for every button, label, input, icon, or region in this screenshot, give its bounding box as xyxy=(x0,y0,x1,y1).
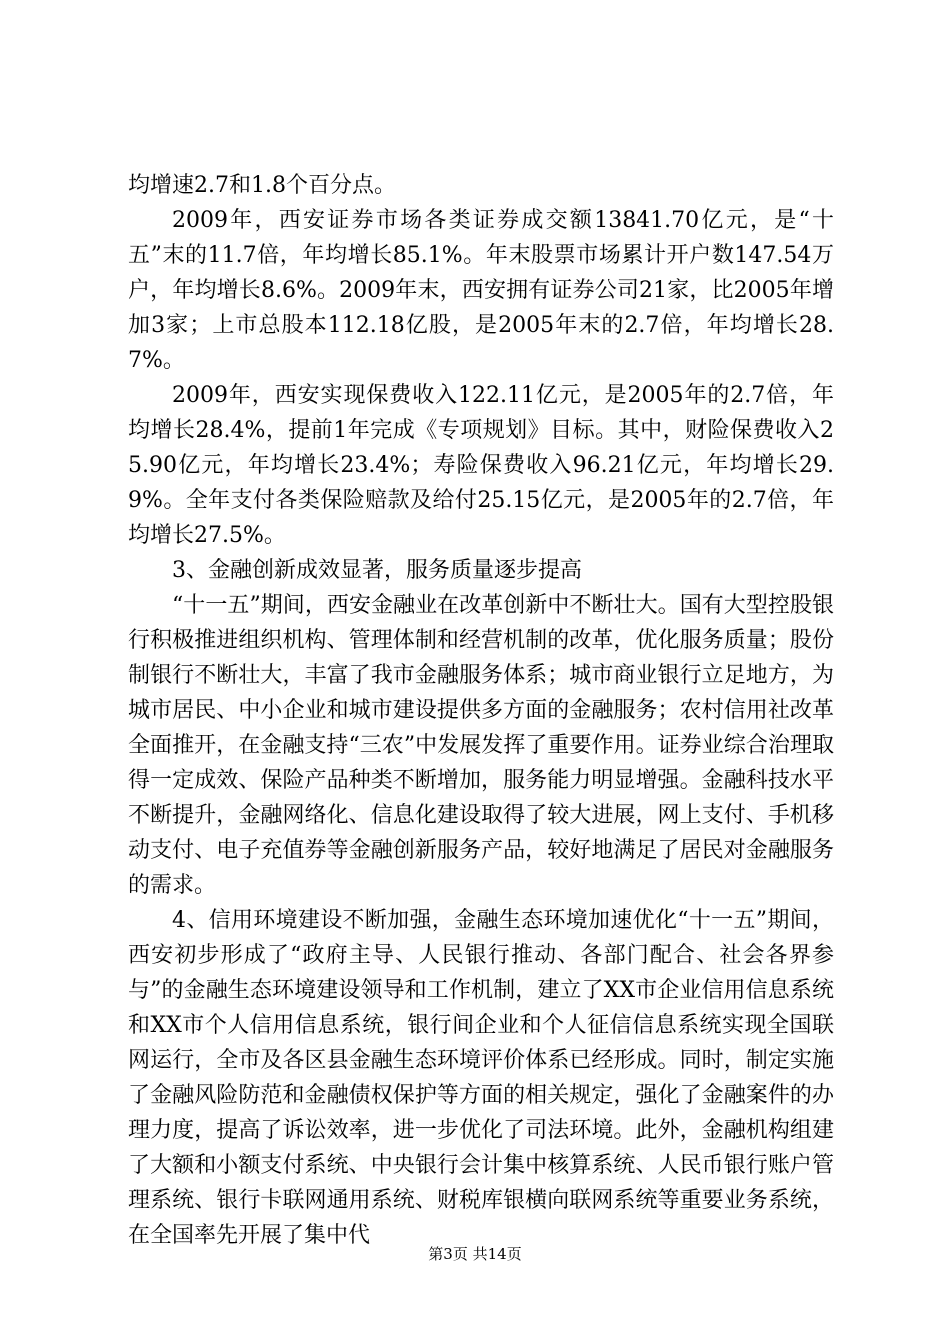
paragraph-continuation: 均增速2.7和1.8个百分点。 xyxy=(128,173,396,198)
section-heading-innovation: 3、金融创新成效显著，服务质量逐步提高 xyxy=(172,558,582,583)
paragraph-insurance: 2009年，西安实现保费收入122.11亿元，是2005年的2.7倍，年均增长28.4%，提前1年完成《专项规划》目标。其中，财险保费收入25.90亿元，年均增长23.4%；寿险保费收入96.21亿元，年均增长29.9%。全年支付各类保险赔款及给付25.15亿元，是2005年的2.7倍，年均增长27.5%。 xyxy=(128,383,834,548)
paragraph-securities: 2009年，西安证券市场各类证券成交额13841.70亿元，是“十五”末的11.7倍，年均增长85.1%。年末股票市场累计开户数147.54万户，年均增长8.6%。2009年末，西安拥有证券公司21家，比2005年增加3家；上市总股本112.18亿股，是2005年末的2.7倍，年均增长28.7%。 xyxy=(128,208,834,373)
page-footer: 第3页 共14页 xyxy=(428,1245,522,1263)
paragraph-innovation: “十一五”期间，西安金融业在改革创新中不断壮大。国有大型控股银行积极推进组织机构、管理体制和经营机制的改革，优化服务质量；股份制银行不断壮大，丰富了我市金融服务体系；城市商业银行立足地方，为城市居民、中小企业和城市建设提供多方面的金融服务；农村信用社改革全面推开，在金融支持“三农”中发展发挥了重要作用。证券业综合治理取得一定成效、保险产品种类不断增加，服务能力明显增强。金融科技水平不断提升，金融网络化、信息化建设取得了较大进展，网上支付、手机移动支付、电子充值券等金融创新服务产品，较好地满足了居民对金融服务的需求。 xyxy=(128,593,834,898)
paragraph-credit-environment: 4、信用环境建设不断加强，金融生态环境加速优化“十一五”期间，西安初步形成了“政府主导、人民银行推动、各部门配合、社会各界参与”的金融生态环境建设领导和工作机制，建立了XX市企业信用信息系统和XX市个人信用信息系统，银行间企业和个人征信信息系统实现全国联网运行，全市及各区县金融生态环境评价体系已经形成。同时，制定实施了金融风险防范和金融债权保护等方面的相关规定，强化了金融案件的办理力度，提高了诉讼效率，进一步优化了司法环境。此外，金融机构组建了大额和小额支付系统、中央银行会计集中核算系统、人民币银行账户管理系统、银行卡联网通用系统、财税库银横向联网系统等重要业务系统，在全国率先开展了集中代 xyxy=(128,908,834,1248)
document-body xyxy=(128,168,834,1253)
